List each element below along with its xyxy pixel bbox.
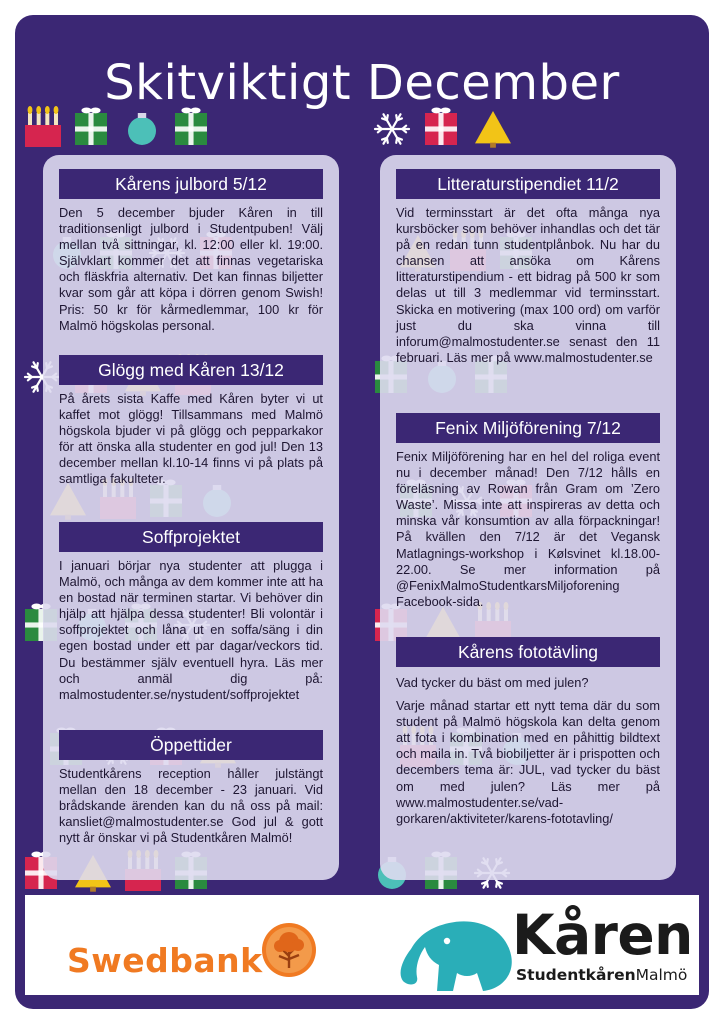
section-julbord [59, 169, 323, 334]
section-text: Varje månad startar ett nytt tema där du som student på Malmö högskola kan delta genom att fota i kombination med en påhittig bildtext och maila in. Två biobiljetter är i prispotten och decembers tema är: JUL, vad tycker du bäst om med julen? Läs mer på www.malmostudenter.se/vad-gorkaren/aktiviteter/karens-fototavling/ [396, 698, 660, 826]
section-text: Vid terminsstart är det ofta många nya kursböcker som behöver inhandlas och det tär på en redan tunn studentplånbok. Nu har du chansen att ansöka om Kårens litteraturstipendium - ett bidrag på 500 kr som delas ut till 3 medlemmar vid terminsstart. Skicka en motivering (max 100 ord) om varför just du ska vinna till inforum@malmostudenter.se senast den 11 februari. Läs mer på www.malmostudenter.se [396, 205, 660, 365]
swedbank-wordmark: Swedbank [67, 941, 263, 980]
karen-sub-rest: Malmö [635, 966, 688, 984]
section-heading: Glögg med Kåren 13/12 [59, 355, 323, 385]
section-text: Studentkårens reception håller julstängt mellan den 18 december - 23 januari. Vid brådskande ärenden kan du nå oss på mail: kansliet@malmostudenter.se God jul & gott nytt år önskar vi på Studentkåren Malmö! [59, 766, 323, 846]
section-heading: Kårens fototävling [396, 637, 660, 667]
section-heading: Fenix Miljöförening 7/12 [396, 413, 660, 443]
section-heading: Litteraturstipendiet 11/2 [396, 169, 660, 199]
right-panel [380, 155, 676, 880]
snowflake-icon [375, 114, 409, 143]
karen-wordmark: Kåren [512, 903, 693, 967]
section-heading: Öppettider [59, 730, 323, 760]
karen-subtitle [516, 966, 687, 984]
gift-icon [75, 108, 107, 145]
section-heading: Soffprojektet [59, 522, 323, 552]
section-text: I januari börjar nya studenter att plugga i Malmö, och många av dem kommer inte att ha en bostad när terminen startar. Vi behöver din hjälp att hjälpa dessa studenter! Bli volontär i soffprojektet och låna ut en soffa/säng i din egen bostad under ett par dagar/veckors tid. Du bestämmer själv eventuell hyra. Läs mer och anmäl dig på: malmostudenter.se/nystudent/soffprojektet [59, 558, 323, 702]
section-fototavling [396, 637, 660, 827]
section-text: På årets sista Kaffe med Kåren byter vi ut kaffet mot glögg! Tillsammans med Malmö högskola bjuder vi på glögg och pepparkakor för att önska alla studenter en god jul! Den 13 december mellan kl.10-14 finns vi på plats på samtliga fakulteter. [59, 391, 323, 487]
section-fenix [396, 413, 660, 610]
section-glogg [59, 355, 323, 488]
ornament-icon [128, 113, 156, 145]
elephant-logo-icon [387, 915, 527, 999]
left-panel [43, 155, 339, 880]
section-text: Den 5 december bjuder Kåren in till traditionsenligt julbord i Studentpuben! Välj mellan två sittningar, kl. 12:00 eller kl. 19:00. Självklart kommer det att finnas vegetariska och fläskfria alternativ. Det kan finnas biljetter kvar som går att köpa i dörren genom Swish! Pris: 50 kr för kårmedlemmar, 100 kr för Malmö högskolas personal. [59, 205, 323, 333]
section-subtext: Vad tycker du bäst om med julen? [396, 675, 589, 690]
swedbank-oak-icon [261, 922, 317, 978]
poster-title: Skitviktigt December [104, 55, 620, 111]
section-text: Fenix Miljöförening har en hel del roliga event nu i december månad! Den 7/12 hålls en föreläsning av Rowan från Gram om ’Zero Waste’. Missa inte att inspireras av detta och minska vår konsumtion av alla förpackningar! På kvällen den 7/12 är det Vegansk Matlagnings-workshop i Kølsvinet kl.18.00-22.00. Se mer information på @FenixMalmoStudentkarsMiljoforening Facebook-sida. [396, 449, 660, 609]
section-heading: Kårens julbord 5/12 [59, 169, 323, 199]
karen-sub-bold: Studentkåren [516, 966, 636, 984]
tree-icon [475, 111, 511, 148]
sponsor-footer [25, 895, 699, 995]
section-soffprojektet [59, 522, 323, 703]
gift-icon [425, 108, 457, 145]
gift-icon [175, 108, 207, 145]
poster [15, 15, 709, 1009]
section-litteraturstipendiet [396, 169, 660, 366]
section-oppettider [59, 730, 323, 846]
